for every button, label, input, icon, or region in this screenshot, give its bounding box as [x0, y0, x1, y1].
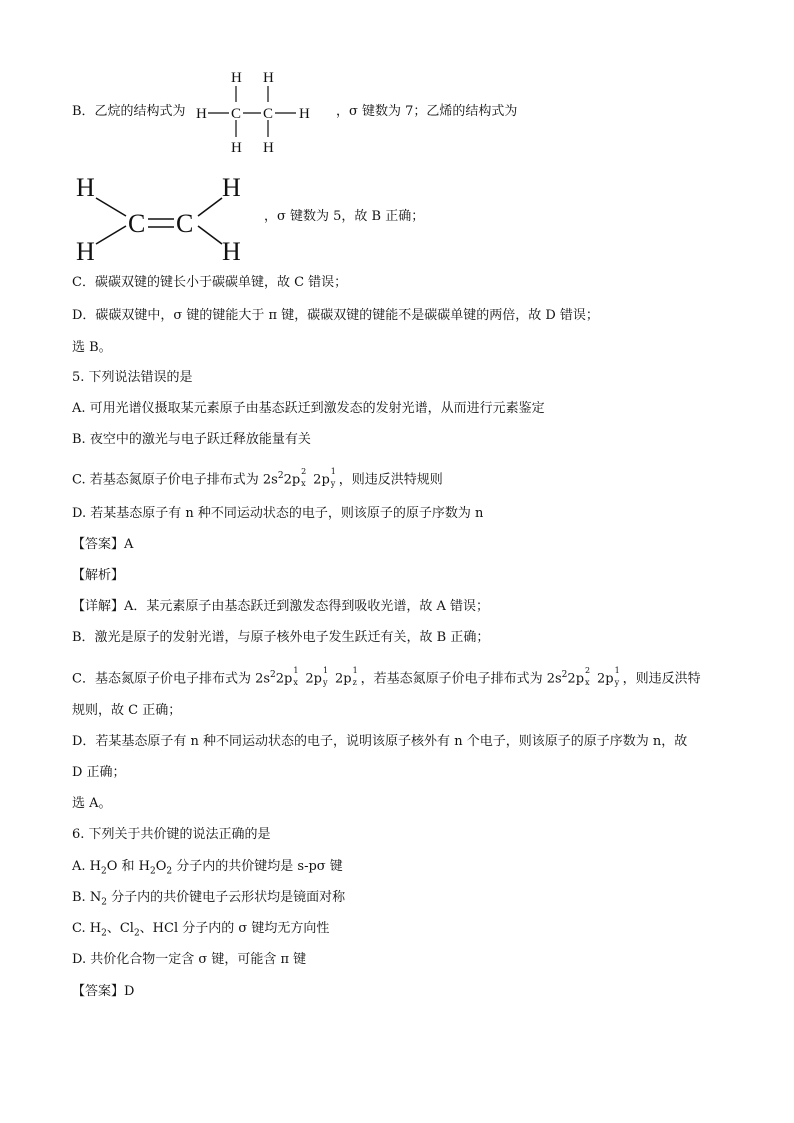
q5-detail-a-text: 【详解】A．某元素原子由基态跃迁到激发态得到吸收光谱，故 A 错误；	[72, 599, 490, 614]
q6-a-sub1: 2	[101, 866, 107, 877]
q6-c-post: 、HCl 分子内的 σ 键均无方向性	[139, 921, 330, 936]
q6-a-sub2: 2	[150, 866, 156, 877]
q6-b-pre: B. N	[72, 890, 102, 905]
q5-c-sup-2s: 2	[277, 471, 284, 481]
ethene-sigma-label: ，σ 键数为 5，故 B 正确；	[264, 209, 425, 224]
q5-c-px2: 2 x	[301, 467, 307, 489]
q5-c-2py-coef: 2	[313, 472, 322, 488]
q5-answer-text: 【答案】A	[72, 537, 134, 552]
q6-answer-text: 【答案】D	[72, 984, 135, 999]
q5-choose-text: 选 A。	[72, 796, 112, 811]
ethane-h-bottom-left: H	[231, 140, 242, 154]
q5-detail-b	[72, 629, 489, 647]
option-b-prefix: B．乙烷的结构式为	[72, 104, 186, 119]
option-d-text: D．碳碳双键中，σ 键的键能大于 π 键，碳碳双键的键能不是碳碳单键的两倍，故 D 错误；	[72, 308, 599, 323]
ethane-h-bottom-right: H	[263, 140, 274, 154]
q6-option-b	[72, 889, 345, 912]
ethane-h-right: H	[299, 106, 310, 122]
q5-detail-c-mid: ，若基态氮原子价电子排布式为 2s	[360, 671, 562, 687]
q6-a-post: 分子内的共价键均是 s-pσ 键	[172, 859, 343, 874]
ethene-h-top-right: H	[222, 173, 241, 202]
q5-detail-d-text: D．若某基态原子有 n 种不同运动状态的电子，说明该原子核外有 n 个电子，则该原子的原子序数为 n，故	[72, 734, 688, 749]
q6-option-a	[72, 858, 343, 881]
q5-option-c	[72, 467, 443, 489]
q6-a-sub3: 2	[166, 866, 173, 877]
q5-option-c-post: ，则违反洪特规则	[338, 472, 443, 488]
q6-b-sub: 2	[101, 897, 107, 908]
ethane-c-right: C	[263, 106, 274, 122]
q5-c-py1: 1 y	[330, 467, 336, 489]
ethene-structure	[72, 170, 262, 265]
q5-option-a	[72, 400, 545, 418]
q6-option-d	[72, 951, 306, 969]
ethane-h-top-left: H	[231, 70, 242, 86]
option-d-explanation	[72, 307, 599, 325]
q5-detail-c-cont-text: 规则，故 C 正确；	[72, 703, 182, 718]
q5-stem	[72, 369, 193, 387]
ethane-h-top-right: H	[263, 70, 274, 86]
q6-stem-text: 6. 下列关于共价键的说法正确的是	[72, 827, 271, 842]
ethene-h-bottom-left: H	[76, 237, 95, 265]
q5-analysis-text: 【解析】	[72, 568, 125, 583]
q5-stem-text: 5. 下列说法错误的是	[72, 370, 193, 385]
q5-choose	[72, 795, 112, 813]
q5-detail-c-cont	[72, 702, 181, 720]
q5-detail-d-cont	[72, 764, 126, 782]
q5-option-a-text: A. 可用光谱仪摄取某元素原子由基态跃迁到激发态的发射光谱，从而进行元素鉴定	[72, 401, 545, 416]
ethene-sigma-text	[264, 208, 424, 226]
q6-c-pre: C. H	[72, 921, 102, 936]
q5-option-d	[72, 505, 483, 523]
ethane-sigma-label: ，σ 键数为 7；乙烯的结构式为	[336, 104, 518, 119]
q5-analysis	[72, 567, 124, 585]
q5-detail-c: C．基态氮原子价电子排布式为 $2s^22p$ 1 x 2p 1 y 2p 1 z ，若基态氮原子价电子排布式为 $2s^22p$ 2 x 2p 1 y ，则违反洪特	[72, 666, 701, 688]
q6-c-sub2: 2	[133, 928, 140, 939]
choose-b-text: 选 B。	[72, 340, 112, 355]
q6-option-c	[72, 920, 329, 943]
q5-option-b	[72, 431, 311, 449]
ethane-sigma-text	[336, 103, 517, 121]
q5-option-c-pre: C. 若基态氮原子价电子排布式为 2s	[72, 472, 278, 488]
q6-a-mid1: O 和 H	[106, 859, 150, 874]
q5-c-p2: p	[321, 472, 330, 488]
ethene-h-top-left: H	[76, 173, 95, 202]
q5-c-p: p	[291, 472, 301, 488]
q6-a-mid2: O	[155, 859, 167, 874]
option-b-line	[72, 103, 186, 121]
option-c-explanation	[72, 274, 347, 292]
q5-detail-d-cont-text: D 正确；	[72, 765, 126, 780]
q5-answer	[72, 536, 133, 554]
ethene-c-left: C	[128, 209, 146, 238]
q6-c-mid1: 、Cl	[106, 921, 134, 936]
ethane-c-left: C	[231, 106, 242, 122]
q6-stem	[72, 826, 271, 844]
q5-detail-c-pre: C．基态氮原子价电子排布式为 2s	[72, 671, 271, 687]
ethane-structure	[192, 68, 322, 154]
q6-answer	[72, 983, 134, 1001]
q5-option-d-text: D. 若某基态原子有 n 种不同运动状态的电子，则该原子的原子序数为 n	[72, 506, 484, 521]
ethene-h-bottom-right: H	[222, 237, 241, 265]
q6-c-sub1: 2	[101, 928, 107, 939]
ethane-h-left: H	[196, 106, 207, 122]
q5-detail-b-text: B．激光是原子的发射光谱，与原子核外电子发生跃迁有关，故 B 正确；	[72, 630, 490, 645]
q5-detail-d	[72, 733, 687, 751]
q5-c-2px-coef: 2	[283, 472, 292, 488]
option-c-text: C．碳碳双键的键长小于碳碳单键，故 C 错误；	[72, 275, 348, 290]
q6-b-post: 分子内的共价键电子云形状均是镜面对称	[106, 890, 346, 905]
q6-option-d-text: D. 共价化合物一定含 σ 键，可能含 π 键	[72, 952, 307, 967]
ethene-c-right: C	[176, 209, 194, 238]
choose-b	[72, 339, 112, 357]
q5-dc-sup-2s: 2	[270, 670, 276, 680]
q5-detail-c-post: ，则违反洪特	[622, 671, 701, 687]
q5-detail-a	[72, 598, 489, 616]
q6-a-pre: A. H	[72, 859, 101, 874]
q5-option-b-text: B. 夜空中的激光与电子跃迁释放能量有关	[72, 432, 311, 447]
